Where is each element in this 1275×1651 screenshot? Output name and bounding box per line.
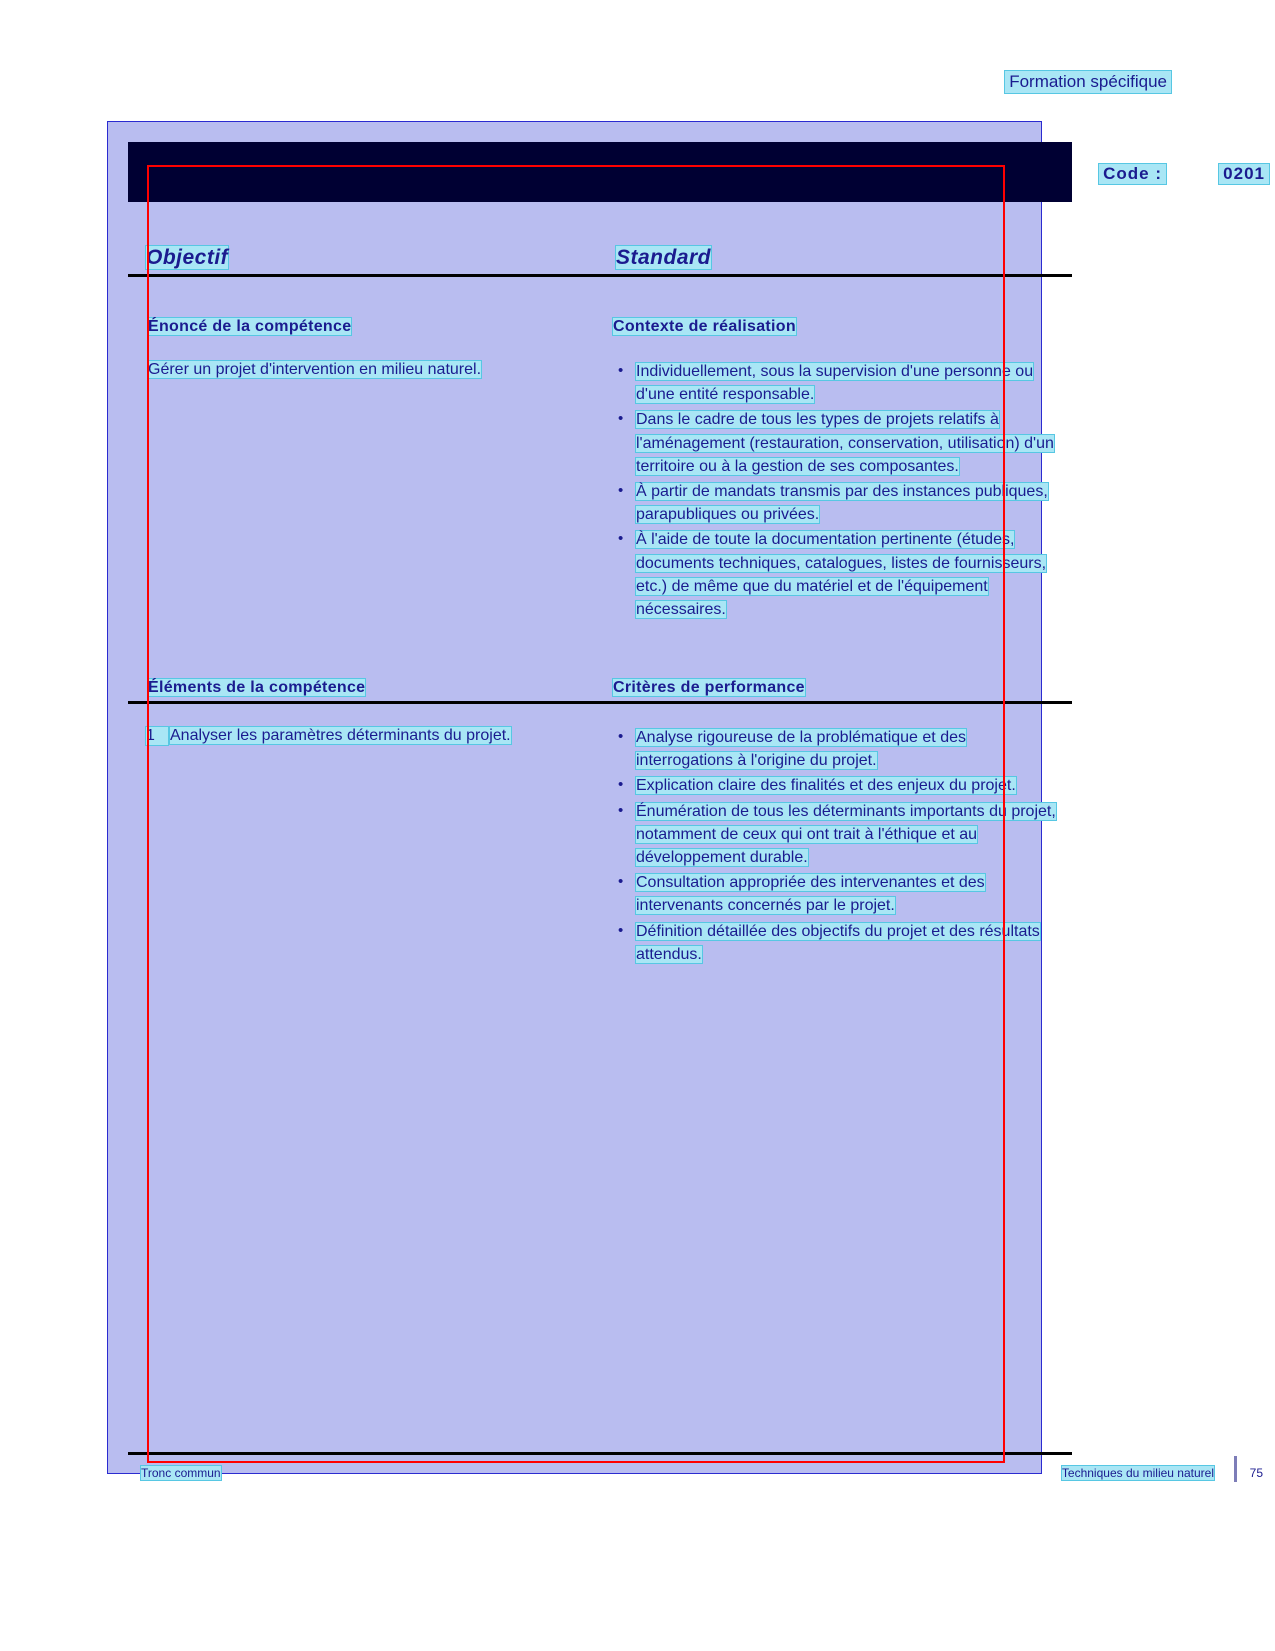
element-text: Analyser les paramètres déterminants du projet. — [170, 727, 511, 744]
heading-criteres-performance: Critères de performance — [613, 679, 805, 696]
footer-left: Tronc commun — [141, 1466, 221, 1480]
footer-page-number: 75 — [1249, 1466, 1263, 1480]
list-item: • Analyse rigoureuse de la problématique et des interrogations à l'origine du projet. — [613, 726, 1058, 772]
element-row — [145, 726, 595, 746]
list-item: • À partir de mandats transmis par des instances publiques, parapubliques ou privées. — [613, 480, 1058, 526]
contexte-list — [613, 360, 1058, 623]
footer-right: Techniques du milieu naturel — [1061, 1466, 1214, 1480]
column-title-standard: Standard — [616, 246, 712, 269]
list-item: • Individuellement, sous la supervision d'une personne ou d'une entité responsable. — [613, 360, 1058, 406]
list-item: • Dans le cadre de tous les types de projets relatifs à l'aménagement (restauration, conservation, utilisation) d'un territoire ou à la gestion de ses composantes. — [613, 408, 1058, 478]
list-item: • À l'aide de toute la documentation pertinente (études, documents techniques, catalogues, listes de fournisseurs, etc.) de même que du matériel et de l'équipement nécessaires. — [613, 528, 1058, 621]
formation-tab-label: Formation spécifique — [1004, 70, 1172, 94]
list-item: • Énumération de tous les déterminants importants du projet, notamment de ceux qui ont trait à l'éthique et au développement durable. — [613, 800, 1058, 870]
list-item: • Définition détaillée des objectifs du projet et des résultats attendus. — [613, 920, 1058, 966]
heading-elements-competence: Éléments de la compétence — [148, 679, 366, 696]
list-item: • Explication claire des finalités et des enjeux du projet. — [613, 774, 1058, 797]
competence-statement: Gérer un projet d'intervention en milieu naturel. — [148, 361, 482, 378]
code-label: Code : — [1098, 163, 1167, 185]
divider-middle — [128, 701, 1072, 704]
divider-top — [128, 274, 1072, 277]
column-title-objectif: Objectif — [146, 246, 229, 269]
heading-contexte-realisation: Contexte de réalisation — [613, 318, 796, 335]
divider-bottom — [128, 1452, 1072, 1455]
list-item: • Consultation appropriée des intervenantes et des intervenants concernés par le projet. — [613, 871, 1058, 917]
code-value: 0201 — [1218, 163, 1270, 185]
heading-enonce-competence: Énoncé de la compétence — [148, 318, 352, 335]
text-caret — [1234, 1456, 1237, 1482]
element-number: 1 — [145, 726, 169, 746]
criteres-list — [613, 726, 1058, 968]
